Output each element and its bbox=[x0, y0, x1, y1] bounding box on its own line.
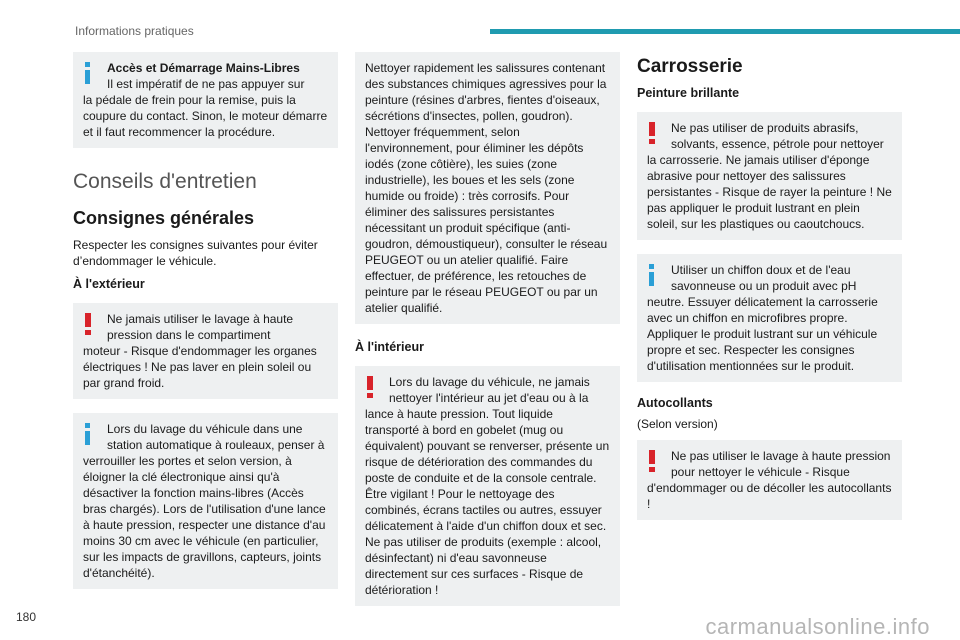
warning-box-text: moteur - Risque d'endommager les organes électriques ! Ne pas laver en plein soleil ou par grand froid. bbox=[83, 344, 317, 390]
info-box-title: Accès et Démarrage Mains-Libres bbox=[107, 61, 300, 75]
subheading-gloss-paint: Peinture brillante bbox=[637, 86, 740, 100]
intro-paragraph: Respecter les consignes suivantes pour éviter d’endommager le véhicule. bbox=[73, 238, 318, 268]
warning-box-interior bbox=[355, 366, 620, 606]
heading-bodywork: Carrosserie bbox=[637, 56, 743, 77]
warning-icon bbox=[367, 376, 373, 398]
warning-box-text: d'endommager ou de décoller les autocollants ! bbox=[647, 481, 892, 511]
header-title: Informations pratiques bbox=[75, 24, 194, 38]
info-box-text: verrouiller les portes et selon version, à éloigner la clé électronique ainsi qu'à désactiver la fonction mains-libres (Accès bras chargés). Lors de l'utilisation d'une lance à haute pression, respecter une distance d'au moins 30 cm avec le véhicule (en particulier, sur les impacts de gravillons, capteurs, joints d'étanchéité). bbox=[83, 454, 326, 580]
info-box-first-line: Lors du lavage du véhicule dans une station automatique à rouleaux, penser à bbox=[107, 422, 325, 452]
info-box-hands-free bbox=[73, 52, 338, 148]
warning-box-first-line: Ne jamais utiliser le lavage à haute pression dans le compartiment bbox=[107, 312, 294, 342]
info-icon bbox=[85, 423, 90, 445]
warning-icon bbox=[85, 313, 91, 335]
version-note: (Selon version) bbox=[637, 417, 718, 431]
page-number: 180 bbox=[16, 610, 37, 624]
warning-box-first-line: Ne pas utiliser le lavage à haute pression pour nettoyer le véhicule - Risque bbox=[671, 449, 891, 479]
info-box-soft-cloth bbox=[637, 254, 902, 382]
subheading-exterior: À l'extérieur bbox=[73, 277, 145, 291]
header-bar bbox=[490, 29, 960, 34]
info-box-first-line: Il est impératif de ne pas appuyer sur bbox=[107, 77, 305, 91]
warning-box-text: lance à haute pression. Tout liquide transporté à bord en gobelet (mug ou équivalent) pouvant se renverser, présente un risque de détérioration des commandes du poste de conduite et de la console centrale. Être vigilant ! Pour le nettoyage des combinés, écrans tactiles ou autres, essuyer délicatement à l'aide d'un chiffon doux et sec. Ne pas utiliser de produits (exemple : alcool, désinfectant) ni d'eau savonneuse directement sur ces surfaces - Risque de détérioration ! bbox=[365, 407, 610, 597]
column-2 bbox=[355, 52, 620, 620]
info-icon bbox=[649, 264, 654, 286]
warning-box-abrasives bbox=[637, 112, 902, 240]
warning-icon bbox=[649, 122, 655, 144]
info-box-first-line: Utiliser un chiffon doux et de l'eau savonneuse ou un produit avec pH bbox=[671, 263, 857, 293]
warning-icon bbox=[649, 450, 655, 472]
column-3 bbox=[637, 52, 902, 534]
warning-box-text: la carrosserie. Ne jamais utiliser d'éponge abrasive pour nettoyer des salissures persistantes - Risque de rayer la peinture ! Ne pas appliquer le produit lustrant en plein soleil, sur les plastiques ou caoutchoucs. bbox=[647, 153, 892, 231]
info-icon bbox=[85, 62, 90, 84]
warning-box-first-line: Ne pas utiliser de produits abrasifs, solvants, essence, pétrole pour nettoyer bbox=[671, 121, 884, 151]
subheading-interior: À l'intérieur bbox=[355, 340, 424, 354]
warning-box-stickers bbox=[637, 440, 902, 520]
watermark: carmanualsonline.info bbox=[705, 614, 930, 639]
info-box-text: la pédale de frein pour la remise, puis la coupure du contact. Sinon, le moteur démarre et il faut recommencer la procédure. bbox=[83, 93, 328, 139]
text-box-cleaning: Nettoyer rapidement les salissures contenant des substances chimiques agressives pour la peinture (résines d'arbres, fientes d'oiseaux, sécrétions d'insectes, pollen, goudron). Nettoyer fréquemment, selon l'environnement, pour éliminer les dépôts iodés (zone côtière), les suies (zone industrielle), les boues et les sels (zone humide ou froide) : très corrosifs. Pour éliminer des salissures persistantes nécessitant un produit spécifique (anti-goudron, démoustiqueur), consulter le réseau PEUGEOT ou un atelier qualifié. Faire effectuer, de préférence, les retouches de peinture par le réseau PEUGEOT ou par un atelier qualifié. bbox=[355, 52, 620, 324]
info-box-car-wash bbox=[73, 413, 338, 589]
heading-general-instructions: Consignes générales bbox=[73, 208, 255, 228]
section-title: Conseils d'entretien bbox=[73, 170, 257, 193]
warning-box-first-line: Lors du lavage du véhicule, ne jamais nettoyer l'intérieur au jet d'eau ou à la bbox=[389, 375, 590, 405]
warning-box-high-pressure bbox=[73, 303, 338, 399]
subheading-stickers: Autocollants bbox=[637, 396, 713, 410]
info-box-text: neutre. Essuyer délicatement la carrosserie avec un chiffon en microfibres propre. Appliquer le produit lustrant sur un véhicule propre et sec. Respecter les consignes d'utilisation mentionnées sur le produit. bbox=[647, 295, 878, 373]
column-1 bbox=[73, 52, 338, 603]
